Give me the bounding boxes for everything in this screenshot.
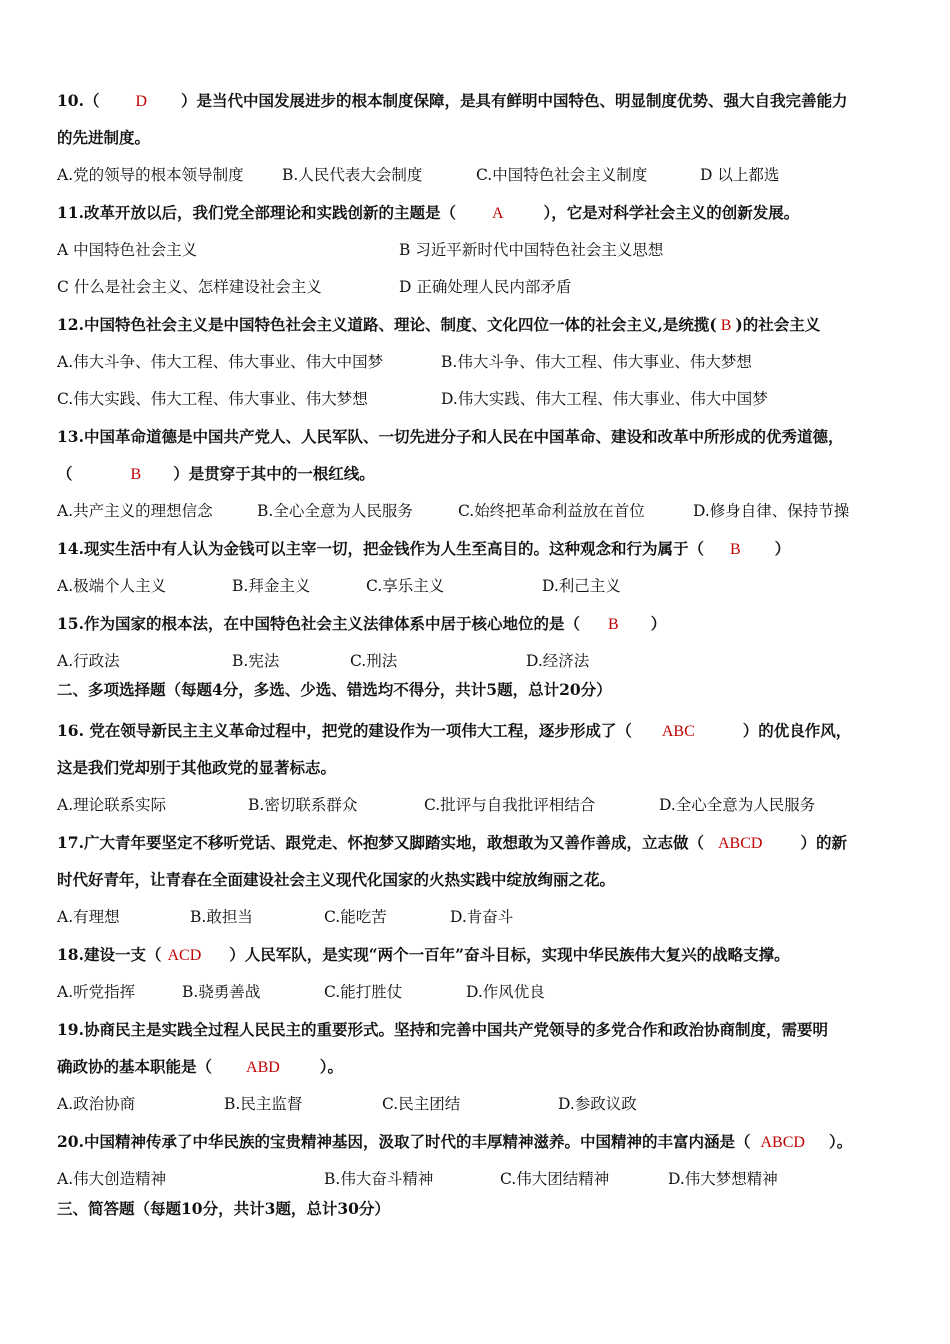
q16-stem-pre: 16. 党在领导新民主主义革命过程中，把党的建设作为一项伟大工程，逐步形成了（ <box>57 721 632 740</box>
q10-option-c: C.中国特色社会主义制度 <box>476 166 648 184</box>
q20-option-d: D.伟大梦想精神 <box>668 1170 778 1188</box>
q15-stem <box>57 614 666 635</box>
q20-option-a: A.伟大创造精神 <box>57 1170 167 1188</box>
q12-stem-pre: 12.中国特色社会主义是中国特色社会主义道路、理论、制度、文化四位一体的社会主义,是统揽( <box>57 315 717 334</box>
q13-option-b: B.全心全意为人民服务 <box>257 502 413 520</box>
q18-stem <box>57 945 790 966</box>
q16-option-b: B.密切联系群众 <box>248 796 358 814</box>
q10-stem-pre: 10.（ <box>57 91 100 110</box>
q11-stem-pre: 11.改革开放以后，我们党全部理论和实践创新的主题是（ <box>57 203 456 222</box>
q19-option-d: D.参政议政 <box>558 1095 637 1113</box>
q15-option-c: C.刑法 <box>350 652 398 670</box>
q17-stem-line1 <box>57 833 847 854</box>
q16-stem-line2: 这是我们党却别于其他政党的显著标志。 <box>57 758 337 777</box>
q13-answer: B <box>130 466 142 483</box>
q14-option-d: D.利己主义 <box>542 577 621 595</box>
q12-option-b: B.伟大斗争、伟大工程、伟大事业、伟大梦想 <box>441 353 752 371</box>
q19-stem-pre: 确政协的基本职能是（ <box>57 1057 213 1076</box>
q13-stem-line1: 13.中国革命道德是中国共产党人、人民军队、一切先进分子和人民在中国革命、建设和改革中所形成的优秀道德， <box>57 427 844 446</box>
q15-answer: B <box>607 616 619 633</box>
q13-option-c: C.始终把革命利益放在首位 <box>458 502 645 520</box>
q18-option-d: D.作风优良 <box>466 983 545 1001</box>
section-3-heading: 三、简答题（每题10分，共计3题，总计30分） <box>57 1199 390 1218</box>
q10-answer: D <box>135 93 148 110</box>
q19-stem-line1: 19.协商民主是实践全过程人民民主的重要形式。坚持和完善中国共产党领导的多党合作和政治协商制度，需要明 <box>57 1020 828 1039</box>
q14-stem-post: ） <box>774 539 791 558</box>
q17-option-d: D.肯奋斗 <box>450 908 514 926</box>
q17-option-a: A.有理想 <box>57 908 120 926</box>
q19-answer: ABD <box>246 1059 280 1076</box>
q13-stem-post: ）是贯穿于其中的一根红线。 <box>173 464 375 483</box>
q17-answer: ABCD <box>717 835 763 852</box>
q14-option-c: C.享乐主义 <box>366 577 445 595</box>
q20-option-c: C.伟大团结精神 <box>500 1170 610 1188</box>
q12-stem-post: )的社会主义 <box>735 315 821 334</box>
q16-option-d: D.全心全意为人民服务 <box>659 796 816 814</box>
q19-stem-line2 <box>57 1057 343 1078</box>
q17-stem-pre: 17.广大青年要坚定不移听党话、跟党走、怀抱梦又脚踏实地，敢想敢为又善作善成，立志做（ <box>57 833 704 852</box>
q11-option-b: B 习近平新时代中国特色社会主义思想 <box>399 241 664 259</box>
q10-option-b: B.人民代表大会制度 <box>282 166 423 184</box>
q10-option-a: A.党的领导的根本领导制度 <box>57 166 244 184</box>
q19-option-b: B.民主监督 <box>224 1095 303 1113</box>
q15-option-d: D.经济法 <box>526 652 590 670</box>
q18-option-b: B.骁勇善战 <box>182 983 261 1001</box>
q11-answer: A <box>491 205 504 222</box>
q11-option-d: D 正确处理人民内部矛盾 <box>399 278 572 296</box>
q16-stem-line1 <box>57 721 851 742</box>
q15-stem-post: ） <box>650 614 667 633</box>
q13-option-a: A.共产主义的理想信念 <box>57 502 213 520</box>
q14-option-b: B.拜金主义 <box>232 577 311 595</box>
q12-option-d: D.伟大实践、伟大工程、伟大事业、伟大中国梦 <box>441 390 768 408</box>
q12-option-a: A.伟大斗争、伟大工程、伟大事业、伟大中国梦 <box>57 353 384 371</box>
q16-stem-post: ）的优良作风， <box>742 721 852 740</box>
q18-option-c: C.能打胜仗 <box>324 983 403 1001</box>
q10-stem-line2: 的先进制度。 <box>57 128 151 147</box>
q18-stem-pre: 18.建设一支（ <box>57 945 162 964</box>
q16-option-c: C.批评与自我批评相结合 <box>424 796 596 814</box>
q18-option-a: A.听党指挥 <box>57 983 136 1001</box>
q15-stem-pre: 15.作为国家的根本法，在中国特色社会主义法律体系中居于核心地位的是（ <box>57 614 580 633</box>
q18-answer: ACD <box>167 947 202 964</box>
q14-stem <box>57 539 790 560</box>
q20-stem-post: ）。 <box>828 1132 853 1151</box>
q11-stem-post: ），它是对科学社会主义的创新发展。 <box>543 203 800 222</box>
q19-option-a: A.政治协商 <box>57 1095 136 1113</box>
q15-option-a: A.行政法 <box>57 652 120 670</box>
q11-option-c: C 什么是社会主义、怎样建设社会主义 <box>57 278 322 296</box>
q18-stem-post: ）人民军队，是实现“两个一百年”奋斗目标，实现中华民族伟大复兴的战略支撑。 <box>229 945 790 964</box>
q17-stem-post: ）的新 <box>800 833 847 852</box>
q13-option-d: D.修身自律、保持节操 <box>693 502 850 520</box>
q17-option-b: B.敢担当 <box>190 908 253 926</box>
q11-option-a: A 中国特色社会主义 <box>57 241 198 259</box>
q20-stem-pre: 20.中国精神传承了中华民族的宝贵精神基因，汲取了时代的丰厚精神滋养。中国精神的丰富内涵是（ <box>57 1132 751 1151</box>
q10-stem-post: ）是当代中国发展进步的根本制度保障，是具有鲜明中国特色、明显制度优势、强大自我完善能力 <box>181 91 848 110</box>
q17-option-c: C.能吃苦 <box>324 908 387 926</box>
q20-answer: ABCD <box>760 1134 805 1151</box>
q13-stem-line2 <box>57 464 375 485</box>
q20-option-b: B.伟大奋斗精神 <box>324 1170 434 1188</box>
q17-stem-line2: 时代好青年，让青春在全面建设社会主义现代化国家的火热实践中绽放绚丽之花。 <box>57 870 616 889</box>
q16-option-a: A.理论联系实际 <box>57 796 167 814</box>
q12-stem <box>57 315 820 336</box>
q20-stem <box>57 1132 852 1153</box>
q14-stem-pre: 14.现实生活中有人认为金钱可以主宰一切，把金钱作为人生至高目的。这种观念和行为属于（ <box>57 539 704 558</box>
q10-stem-line1 <box>57 91 848 112</box>
q12-option-c: C.伟大实践、伟大工程、伟大事业、伟大梦想 <box>57 390 368 408</box>
q14-answer: B <box>729 541 741 558</box>
q16-answer: ABC <box>661 723 695 740</box>
q19-stem-post: ）。 <box>319 1057 344 1076</box>
section-2-heading: 二、多项选择题（每题4分，多选、少选、错选均不得分，共计5题，总计20分） <box>57 680 612 699</box>
q14-option-a: A.极端个人主义 <box>57 577 167 595</box>
q13-stem-pre: （ <box>57 464 73 483</box>
q12-answer: B <box>720 317 732 334</box>
q19-option-c: C.民主团结 <box>382 1095 461 1113</box>
q10-option-d: D 以上都选 <box>700 166 780 184</box>
q15-option-b: B.宪法 <box>232 652 280 670</box>
q11-stem <box>57 203 799 224</box>
